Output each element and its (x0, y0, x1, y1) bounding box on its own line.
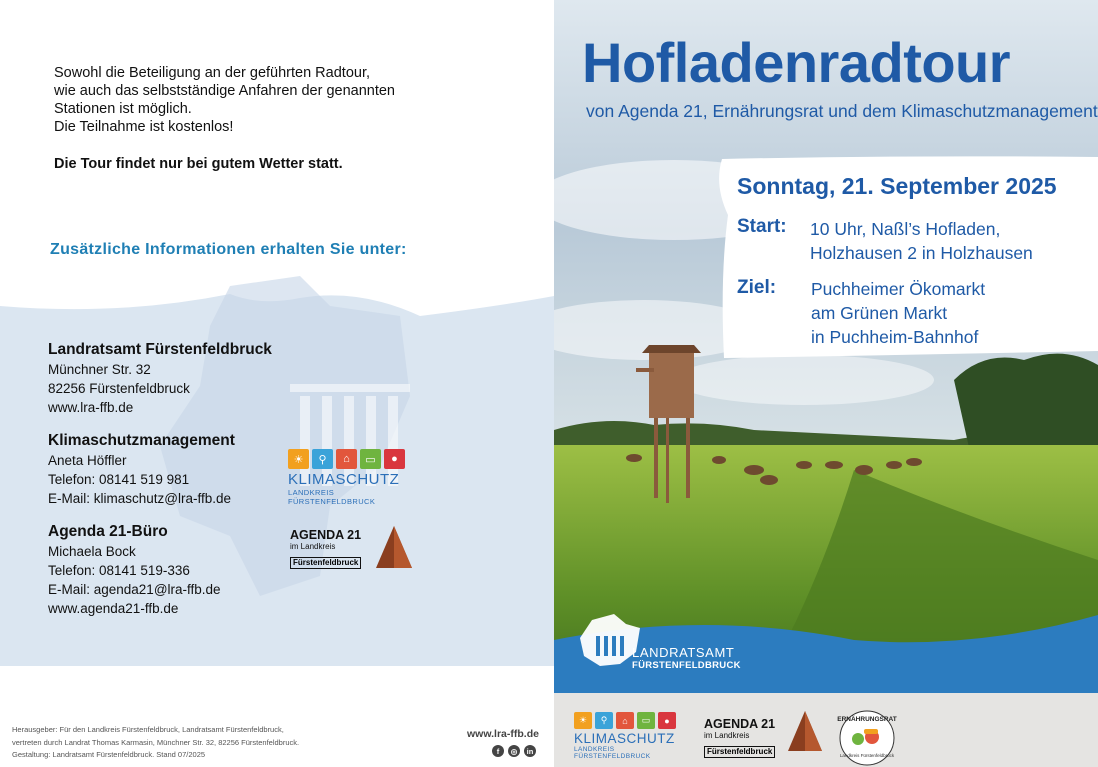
agenda-line: im Landkreis (704, 731, 750, 740)
ernaehrungsrat-top: ERNÄHRUNGSRAT (837, 716, 897, 723)
contact-link[interactable]: www.agenda21-ffb.de (48, 601, 179, 616)
start-line: Holzhausen 2 in Holzhausen (810, 243, 1033, 263)
ziel-line: in Puchheim-Bahnhof (811, 327, 979, 347)
ernaehrungsrat-bottom: Landkreis Fürstenfeldbruck (839, 753, 895, 758)
contact-title: Klimaschutzmanagement (48, 432, 235, 449)
contact-line: Telefon: 08141 519-336 (48, 563, 190, 578)
imprint-line: Herausgeber: Für den Landkreis Fürstenfeldbruck, Landratsamt Fürstenfeldbruck, (12, 725, 284, 734)
contact-title: Agenda 21-Büro (48, 523, 168, 540)
event-date: Sonntag, 21. September 2025 (737, 173, 1057, 199)
imprint-line: vertreten durch Landrat Thomas Karmasin, Münchner Str. 32, 82256 Fürstenfeldbruck. (12, 737, 300, 747)
intro-line: Die Teilnahme ist kostenlos! (54, 119, 234, 135)
sun-icon: ☀ (574, 712, 592, 729)
car-icon: ▭ (637, 712, 655, 729)
house-icon: ⌂ (336, 449, 357, 469)
footer-logo-bar (554, 693, 1098, 767)
page-title: Hofladenradtour (582, 31, 1011, 94)
apple-icon: ● (384, 449, 405, 469)
contact-line: Michaela Bock (48, 544, 136, 559)
ziel-value (811, 277, 985, 349)
info-heading: Zusätzliche Informationen erhalten Sie unter: (50, 241, 407, 258)
start-line: 10 Uhr, Naßl’s Hofladen, (810, 219, 1001, 239)
right-panel (554, 0, 1098, 767)
contact-line: 82256 Fürstenfeldbruck (48, 381, 190, 396)
klimaschutz-sub: LANDKREIS FÜRSTENFELDBRUCK (574, 746, 651, 760)
agenda-box: Fürstenfeldbruck (704, 746, 775, 758)
landratsamt-text (632, 646, 741, 672)
pyramid-icon (788, 711, 822, 751)
ziel-line: am Grünen Markt (811, 303, 948, 323)
contact-link[interactable]: www.lra-ffb.de (48, 400, 134, 415)
intro-line: Sowohl die Beteiligung an der geführten Radtour, (54, 65, 370, 81)
imprint (12, 724, 299, 762)
klimaschutz-logo-footer (574, 712, 684, 760)
landratsamt-line1: LANDRATSAMT (632, 645, 735, 660)
ziel-label: Ziel: (737, 277, 777, 298)
car-icon: ▭ (360, 449, 381, 469)
social-links (492, 745, 536, 757)
contact-line: Aneta Höffler (48, 453, 127, 468)
linkedin-icon[interactable]: in (524, 745, 536, 757)
klimaschutz-sub: LANDKREIS FÜRSTENFELDBRUCK (288, 488, 376, 506)
agenda-title: AGENDA 21 (704, 717, 776, 731)
contact-title: Landratsamt Fürstenfeldbruck (48, 341, 272, 358)
contact-klimaschutz (48, 431, 235, 508)
contact-line: Münchner Str. 32 (48, 362, 151, 377)
contact-line: Telefon: 08141 519 981 (48, 472, 190, 487)
agenda-box: Fürstenfeldbruck (290, 557, 361, 569)
klimaschutz-word: KLIMASCHUTZ (288, 471, 400, 488)
facebook-icon[interactable]: f (492, 745, 504, 757)
instagram-icon[interactable]: ◎ (508, 745, 520, 757)
agenda-line: im Landkreis (290, 542, 336, 551)
bicycle-icon: ⚲ (595, 712, 613, 729)
pyramid-icon (376, 526, 412, 568)
contact-agenda21 (48, 522, 221, 618)
klimaschutz-word: KLIMASCHUTZ (574, 731, 675, 746)
bicycle-icon: ⚲ (312, 449, 333, 469)
agenda21-logo (290, 528, 420, 573)
intro-line: Stationen ist möglich. (54, 101, 192, 117)
ziel-line: Puchheimer Ökomarkt (811, 279, 986, 299)
imprint-line: Gestaltung: Landratsamt Fürstenfeldbruck. Stand 07/2025 (12, 750, 206, 759)
start-label: Start: (737, 216, 787, 237)
agenda21-logo-footer (704, 717, 834, 757)
agenda-title: AGENDA 21 (290, 528, 362, 542)
website-link[interactable]: www.lra-ffb.de (467, 728, 539, 740)
intro-line: wie auch das selbstständige Anfahren der genannten (54, 83, 395, 99)
weather-note: Die Tour findet nur bei gutem Wetter statt. (54, 156, 343, 172)
house-icon: ⌂ (616, 712, 634, 729)
page-subtitle: von Agenda 21, Ernährungsrat und dem Klimaschutzmanagement (586, 101, 1098, 121)
sun-icon: ☀ (288, 449, 309, 469)
klimaschutz-logo (288, 449, 412, 506)
landratsamt-line2: FÜRSTENFELDBRUCK (632, 660, 741, 671)
apple-icon: ● (658, 712, 676, 729)
ernaehrungsrat-logo (836, 707, 898, 767)
contact-landratsamt (48, 340, 272, 417)
start-value (810, 217, 1033, 265)
contact-email[interactable]: E-Mail: agenda21@lra-ffb.de (48, 582, 221, 597)
contact-email[interactable]: E-Mail: klimaschutz@lra-ffb.de (48, 491, 232, 506)
intro-text (54, 64, 494, 173)
